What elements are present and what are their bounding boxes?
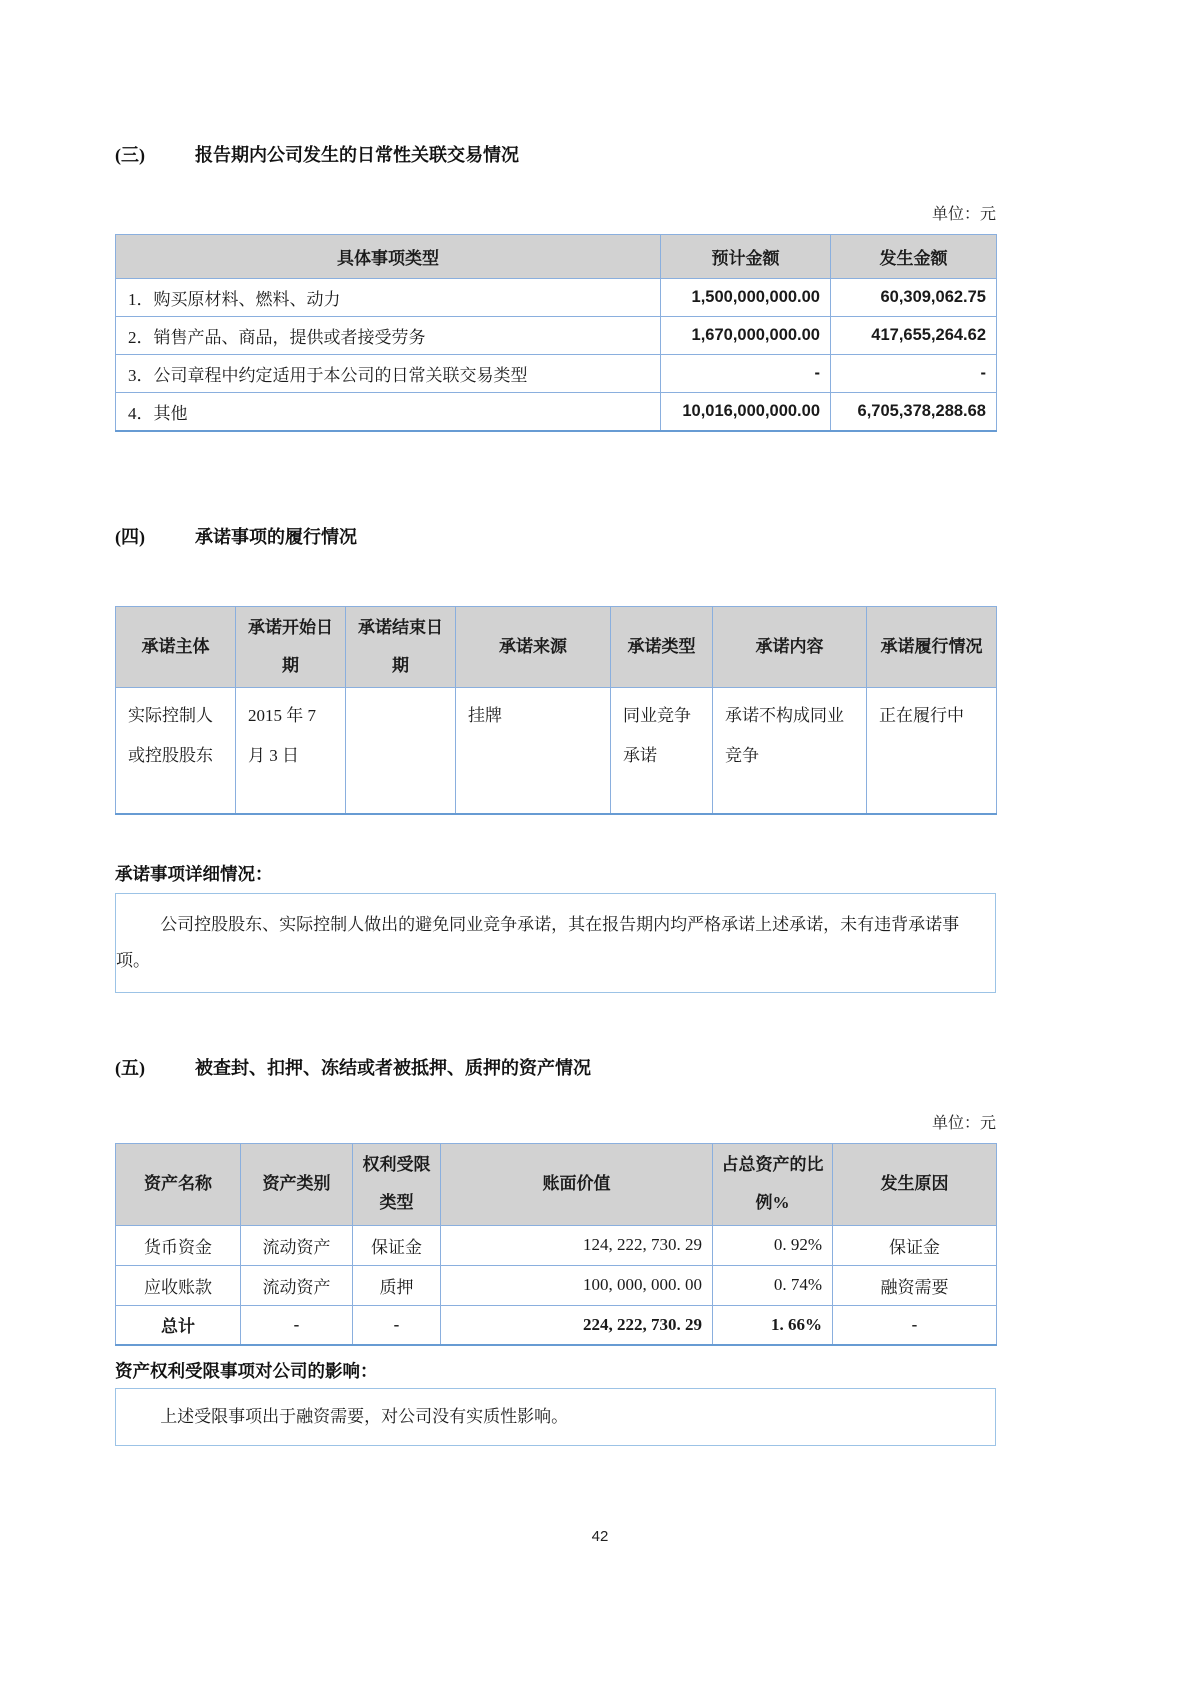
table-row <box>116 279 997 317</box>
table-header-row <box>116 1143 997 1225</box>
asset-impact-box <box>115 1388 996 1446</box>
cell-asset-name: 总计 <box>116 1305 241 1345</box>
commitment-detail-text: 公司控股股东、实际控制人做出的避免同业竞争承诺，其在报告期内均严格承诺上述承诺，未有违背承诺事项。 <box>116 914 960 970</box>
cell-end-date <box>346 688 456 814</box>
restricted-assets-table <box>115 1143 997 1347</box>
related-transactions-table <box>115 234 997 432</box>
table-row-total <box>116 1305 997 1345</box>
column-header-reason: 发生原因 <box>833 1143 997 1225</box>
section-title-text: 承诺事项的履行情况 <box>195 526 357 547</box>
cell-type: 同业竞争承诺 <box>611 688 713 814</box>
commitment-detail-label: 承诺事项详细情况： <box>115 863 273 884</box>
page-content <box>115 0 996 1446</box>
cell-estimated: - <box>661 355 831 393</box>
table-row <box>116 317 997 355</box>
cell-restriction-type: 质押 <box>353 1265 441 1305</box>
cell-item: 2．销售产品、商品，提供或者接受劳务 <box>116 317 661 355</box>
column-header-content: 承诺内容 <box>713 606 867 688</box>
cell-ratio: 0. 74% <box>713 1265 833 1305</box>
asset-impact-label: 资产权利受限事项对公司的影响： <box>115 1361 378 1381</box>
column-header-start-date: 承诺开始日期 <box>236 606 346 688</box>
asset-impact-text: 上述受限事项出于融资需要，对公司没有实质性影响。 <box>160 1407 569 1426</box>
table-row <box>116 355 997 393</box>
section-heading-restricted-assets <box>115 1055 996 1081</box>
section-title-text: 被查封、扣押、冻结或者被抵押、质押的资产情况 <box>195 1057 591 1078</box>
cell-restriction-type: 保证金 <box>353 1225 441 1265</box>
column-header-actual: 发生金额 <box>831 235 997 279</box>
cell-reason: 保证金 <box>833 1225 997 1265</box>
cell-source: 挂牌 <box>456 688 611 814</box>
cell-actual: 417,655,264.62 <box>831 317 997 355</box>
section-number: (五) <box>115 1057 145 1078</box>
column-header-book-value: 账面价值 <box>441 1143 713 1225</box>
cell-item: 4．其他 <box>116 393 661 431</box>
cell-ratio: 1. 66% <box>713 1305 833 1345</box>
unit-label: 单位：元 <box>931 1114 996 1132</box>
cell-item: 1．购买原材料、燃料、动力 <box>116 279 661 317</box>
cell-asset-category: 流动资产 <box>241 1265 353 1305</box>
column-header-status: 承诺履行情况 <box>867 606 997 688</box>
table-row <box>116 1225 997 1265</box>
cell-asset-category: 流动资产 <box>241 1225 353 1265</box>
column-header-restriction-type: 权利受限类型 <box>353 1143 441 1225</box>
cell-restriction-type: - <box>353 1305 441 1345</box>
column-header-source: 承诺来源 <box>456 606 611 688</box>
cell-estimated: 10,016,000,000.00 <box>661 393 831 431</box>
table-row <box>116 688 997 814</box>
section-number: (四) <box>115 526 145 547</box>
cell-book-value: 100, 000, 000. 00 <box>441 1265 713 1305</box>
column-header-asset-category: 资产类别 <box>241 1143 353 1225</box>
cell-item: 3．公司章程中约定适用于本公司的日常关联交易类型 <box>116 355 661 393</box>
cell-ratio: 0. 92% <box>713 1225 833 1265</box>
cell-asset-name: 应收账款 <box>116 1265 241 1305</box>
table-header-row <box>116 235 997 279</box>
cell-estimated: 1,500,000,000.00 <box>661 279 831 317</box>
page-number: 42 <box>591 1528 609 1545</box>
table-header-row <box>116 606 997 688</box>
section-heading-commitments <box>115 524 996 550</box>
commitment-detail-box <box>115 893 996 993</box>
cell-reason: - <box>833 1305 997 1345</box>
cell-actual: - <box>831 355 997 393</box>
column-header-subject: 承诺主体 <box>116 606 236 688</box>
column-header-ratio: 占总资产的比例% <box>713 1143 833 1225</box>
column-header-end-date: 承诺结束日期 <box>346 606 456 688</box>
column-header-asset-name: 资产名称 <box>116 1143 241 1225</box>
cell-estimated: 1,670,000,000.00 <box>661 317 831 355</box>
cell-start-date: 2015 年 7 月 3 日 <box>236 688 346 814</box>
cell-actual: 60,309,062.75 <box>831 279 997 317</box>
commitments-table <box>115 606 997 815</box>
cell-book-value: 124, 222, 730. 29 <box>441 1225 713 1265</box>
cell-asset-name: 货币资金 <box>116 1225 241 1265</box>
column-header-type: 承诺类型 <box>611 606 713 688</box>
table-row <box>116 393 997 431</box>
unit-label: 单位：元 <box>931 206 996 223</box>
cell-book-value: 224, 222, 730. 29 <box>441 1305 713 1345</box>
cell-asset-category: - <box>241 1305 353 1345</box>
cell-status: 正在履行中 <box>867 688 997 814</box>
section-heading-related-transactions <box>115 142 996 168</box>
column-header-estimated: 预计金额 <box>661 235 831 279</box>
section-title-text: 报告期内公司发生的日常性关联交易情况 <box>195 145 519 165</box>
section-number: (三) <box>115 145 145 165</box>
cell-reason: 融资需要 <box>833 1265 997 1305</box>
cell-subject: 实际控制人或控股股东 <box>116 688 236 814</box>
table-row <box>116 1265 997 1305</box>
cell-actual: 6,705,378,288.68 <box>831 393 997 431</box>
cell-content: 承诺不构成同业竞争 <box>713 688 867 814</box>
column-header-item: 具体事项类型 <box>116 235 661 279</box>
